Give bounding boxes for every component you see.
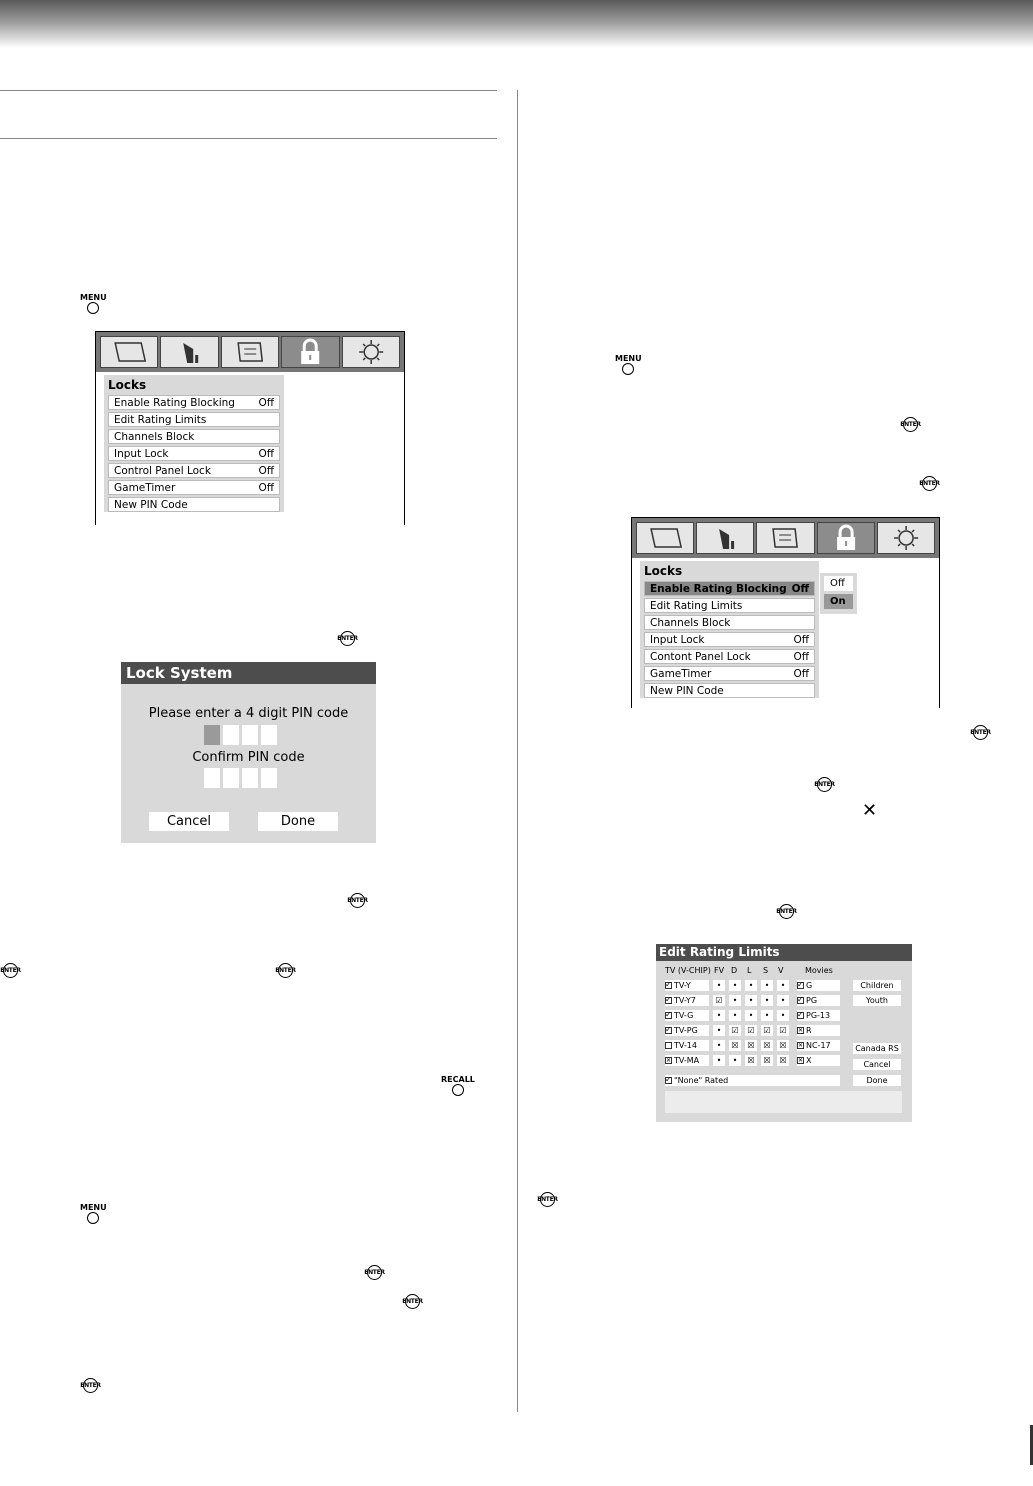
close-icon: ✕ [862,800,878,821]
locks-menu-panel [640,561,819,698]
menu-item-new-pin-code[interactable] [644,683,815,698]
pin-digit-1[interactable] [204,725,220,745]
content-cell[interactable]: • [729,980,741,991]
movie-rating-label: PG [806,996,818,1005]
done-button[interactable]: Done [853,1075,901,1086]
content-cell[interactable]: • [777,1010,789,1021]
content-cell[interactable]: ☒ [777,1055,789,1066]
menu-item-label: Enable Rating Blocking [650,582,787,595]
tv-rating-row[interactable] [665,1040,709,1051]
menu-item-label: GameTimer [650,667,712,680]
cancel-button[interactable]: Cancel [149,812,229,831]
menu-item-edit-rating-limits[interactable] [108,412,280,427]
enter-key-icon: ENTER [83,1378,98,1393]
locks-tab[interactable] [281,336,339,368]
checkbox-checked-icon [665,1077,672,1084]
children-button[interactable]: Children [853,980,901,991]
menu-item-value: Off [258,464,274,477]
menu-item-value: Off [793,633,809,646]
enter-key-icon: ENTER [973,725,988,740]
menu-item-label: Channels Block [114,430,195,443]
menu-item-channels-block[interactable] [644,615,815,630]
content-cell[interactable]: • [713,1010,725,1021]
enter-key-icon: ENTER [340,631,355,646]
enter-key-icon: ENTER [278,963,293,978]
youth-button[interactable]: Youth [853,995,901,1006]
content-cell[interactable]: • [729,1055,741,1066]
content-cell[interactable]: ☒ [729,1040,741,1051]
movie-rating-row[interactable] [797,980,840,991]
menu-key-label: MENU [80,293,107,302]
content-cell[interactable]: ☑ [777,1025,789,1036]
content-cell[interactable]: ☑ [745,1025,757,1036]
checkbox-checked-icon [665,997,672,1004]
canada-rs-button[interactable]: Canada RS [853,1043,901,1054]
menu-key-icon [80,1203,107,1224]
setup-tab[interactable] [756,522,814,554]
menu-item-label: Edit Rating Limits [114,413,207,426]
content-cell[interactable]: ☑ [761,1025,773,1036]
tv-rating-row[interactable] [665,1055,709,1066]
lock-icon [818,523,874,553]
preferences-tab[interactable] [342,336,400,368]
menu-item-input-lock[interactable] [644,632,815,647]
confirm-digit-4[interactable] [261,768,277,788]
menu-item-gametimer[interactable] [644,666,815,681]
tv-rating-label: TV-Y7 [674,996,696,1005]
checkbox-blocked-icon [665,1057,672,1064]
menu-item-value: Off [791,582,809,595]
confirm-digit-3[interactable] [242,768,258,788]
movie-rating-row[interactable] [797,1040,840,1051]
enter-key-icon: ENTER [405,1294,420,1309]
tv-rating-label: TV-G [674,1011,694,1020]
confirm-digit-2[interactable] [223,768,239,788]
option-on[interactable]: On [824,594,853,609]
content-cell[interactable]: • [745,980,757,991]
locks-tab[interactable] [817,522,875,554]
sound-tab[interactable] [160,336,218,368]
col-s-header: S [763,966,769,975]
content-cell[interactable]: • [713,1040,725,1051]
tv-rating-row[interactable] [665,980,709,991]
content-cell[interactable]: • [729,995,741,1006]
content-cell[interactable]: • [713,980,725,991]
cancel-button[interactable]: Cancel [853,1059,901,1070]
checkbox-checked-icon [665,982,672,989]
pin-digit-2[interactable] [223,725,239,745]
checkbox-blocked-icon [797,1057,804,1064]
menu-item-label: Contont Panel Lock [650,650,751,663]
speaker-icon [161,337,217,367]
movie-rating-label: R [806,1026,812,1035]
gear-icon [878,523,934,553]
edit-rating-limits-dialog [656,944,912,1122]
lock-system-title: Lock System [121,662,376,684]
enter-key-icon: ENTER [903,417,918,432]
locks-menu-title: Locks [108,378,147,392]
locks-menu-screen-2 [631,517,940,708]
enter-key-icon: ENTER [922,476,937,491]
edit-rating-limits-title: Edit Rating Limits [656,944,912,961]
none-rated-row[interactable] [665,1075,840,1086]
checkbox-blocked-icon [797,1027,804,1034]
menu-icon-bar [96,332,404,372]
enter-key-icon: ENTER [779,904,794,919]
movie-rating-row[interactable] [797,995,840,1006]
col-fv-header: FV [714,966,725,975]
content-cell[interactable]: • [777,980,789,991]
content-cell[interactable]: ☑ [729,1025,741,1036]
tv-vchip-header: TV (V-CHIP) [665,966,711,975]
menu-item-channels-block[interactable] [108,429,280,444]
help-bar [665,1091,902,1113]
tv-rating-row[interactable] [665,1025,709,1036]
confirm-prompt: Confirm PIN code [192,750,305,765]
locks-menu-title: Locks [644,564,683,578]
menu-item-gametimer[interactable] [108,480,280,495]
menu-item-enable-rating-blocking[interactable] [108,395,280,410]
content-cell[interactable]: ☒ [761,1040,773,1051]
tv-rating-row[interactable] [665,1010,709,1021]
menu-key-icon [615,354,642,375]
tv-rating-label: TV-PG [674,1026,698,1035]
menu-item-value: Off [793,650,809,663]
content-cell[interactable]: • [713,1055,725,1066]
section-rule-top [0,90,497,91]
pin-prompt: Please enter a 4 digit PIN code [148,706,349,721]
checkbox-checked-icon [797,1012,804,1019]
content-cell[interactable]: ☒ [745,1040,757,1051]
menu-item-contont-panel-lock[interactable] [644,649,815,664]
menu-item-value: Off [258,396,274,409]
sliders-icon [222,337,278,367]
menu-item-new-pin-code[interactable] [108,497,280,512]
tv-rating-label: TV-MA [674,1056,700,1065]
menu-item-label: Input Lock [114,447,169,460]
menu-item-label: Control Panel Lock [114,464,211,477]
preferences-tab[interactable] [877,522,935,554]
pin-digit-3[interactable] [242,725,258,745]
enter-key-icon: ENTER [367,1265,382,1280]
movie-rating-label: X [806,1056,812,1065]
content-cell[interactable]: ☒ [761,1055,773,1066]
tv-rating-row[interactable] [665,995,709,1006]
sound-tab[interactable] [696,522,754,554]
column-divider [517,90,518,1412]
content-cell[interactable]: ☒ [745,1055,757,1066]
pin-digit-4[interactable] [261,725,277,745]
picture-icon [637,523,693,553]
menu-item-label: New PIN Code [114,498,188,511]
picture-icon [101,337,157,367]
enter-key-icon: ENTER [540,1192,555,1207]
menu-item-label: Channels Block [650,616,731,629]
checkbox-checked-icon [797,997,804,1004]
done-button[interactable]: Done [258,812,338,831]
movie-rating-row[interactable] [797,1055,840,1066]
movie-rating-row[interactable] [797,1010,840,1021]
checkbox-empty-icon [665,1042,672,1049]
menu-item-label: Enable Rating Blocking [114,396,235,409]
content-cell[interactable]: • [713,1025,725,1036]
option-off[interactable]: Off [824,576,853,591]
content-cell[interactable]: ☒ [777,1040,789,1051]
menu-item-edit-rating-limits[interactable] [644,598,815,613]
sliders-icon [757,523,813,553]
content-cell[interactable]: ☑ [713,995,725,1006]
checkbox-checked-icon [665,1012,672,1019]
menu-item-control-panel-lock[interactable] [108,463,280,478]
checkbox-checked-icon [665,1027,672,1034]
checkbox-checked-icon [797,982,804,989]
content-cell[interactable]: • [761,995,773,1006]
menu-key-label: MENU [80,1203,107,1212]
locks-menu-screen-1 [95,331,405,525]
menu-item-enable-rating-blocking[interactable] [644,581,815,596]
locks-menu-panel [104,375,284,512]
picture-tab[interactable] [636,522,694,554]
content-cell[interactable]: • [729,1010,741,1021]
gear-icon [343,337,399,367]
recall-key-label: RECALL [441,1075,475,1084]
content-cell[interactable]: • [761,1010,773,1021]
menu-icon-bar [632,518,939,558]
tv-rating-label: TV-Y [674,981,691,990]
enter-key-icon: ENTER [350,893,365,908]
lock-system-dialog [121,662,376,843]
checkbox-blocked-icon [797,1042,804,1049]
header-band [0,0,1033,48]
lock-icon [282,337,338,367]
menu-item-label: GameTimer [114,481,176,494]
content-cell[interactable]: • [745,995,757,1006]
picture-tab[interactable] [100,336,158,368]
menu-key-label: MENU [615,354,642,363]
menu-item-value: Off [258,447,274,460]
menu-key-icon [80,293,107,314]
menu-item-input-lock[interactable] [108,446,280,461]
none-rated-label: "None" Rated [674,1076,729,1085]
movie-rating-label: G [806,981,813,990]
menu-item-value: Off [793,667,809,680]
col-d-header: D [731,966,738,975]
speaker-icon [697,523,753,553]
confirm-digit-1[interactable] [204,768,220,788]
content-cell[interactable]: • [745,1010,757,1021]
menu-item-value: Off [258,481,274,494]
section-rule-bottom [0,138,497,139]
menu-item-label: Input Lock [650,633,705,646]
movie-rating-row[interactable] [797,1025,840,1036]
movie-rating-label: PG-13 [806,1011,831,1020]
setup-tab[interactable] [221,336,279,368]
col-v-header: V [778,966,784,975]
menu-item-label: Edit Rating Limits [650,599,743,612]
recall-key-icon [441,1075,475,1096]
menu-item-label: New PIN Code [650,684,724,697]
movies-header: Movies [805,966,833,975]
on-off-options [820,573,857,614]
enter-key-icon: ENTER [3,963,18,978]
tv-rating-label: TV-14 [674,1041,697,1050]
enter-key-icon: ENTER [817,777,832,792]
content-cell[interactable]: • [777,995,789,1006]
col-l-header: L [747,966,752,975]
movie-rating-label: NC-17 [806,1041,831,1050]
content-cell[interactable]: • [761,980,773,991]
